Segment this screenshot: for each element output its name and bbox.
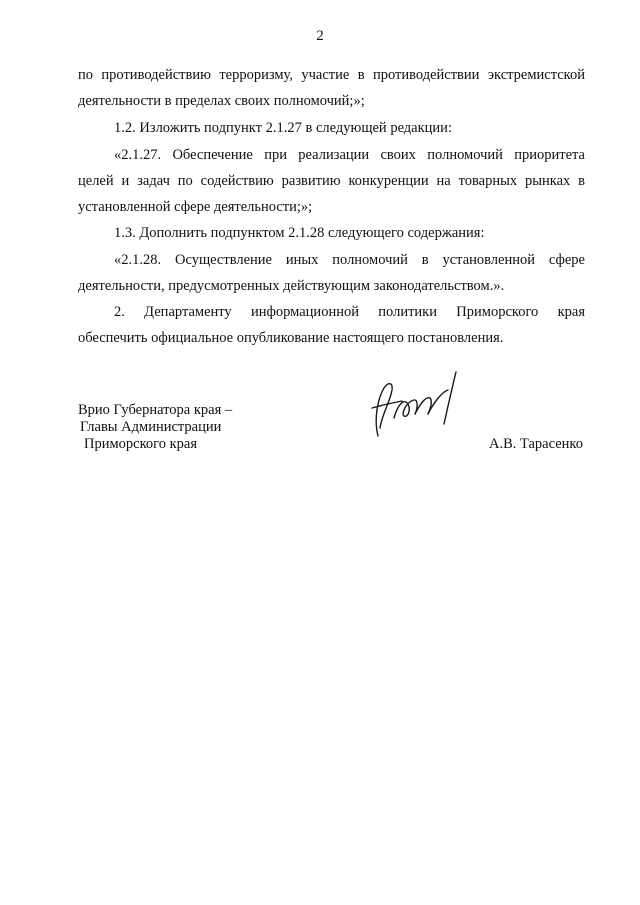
paragraph-line: установленной сфере деятельности;»; bbox=[78, 199, 313, 215]
paragraph-line: деятельности в пределах своих полномочий;»; bbox=[78, 93, 365, 109]
signatory-title-line: Главы Администрации bbox=[80, 419, 222, 435]
signatory-name: А.В. Тарасенко bbox=[488, 436, 583, 452]
page-number: 2 bbox=[316, 28, 324, 44]
handwritten-signature bbox=[368, 368, 468, 448]
paragraph-line: деятельности, предусмотренных действующим законодательством.». bbox=[78, 278, 505, 294]
paragraph-line: обеспечить официальное опубликование настоящего постановления. bbox=[78, 330, 504, 346]
paragraph-line: 2. Департаменту информационной политики Приморского края bbox=[114, 304, 585, 320]
paragraph-line: 1.2. Изложить подпункт 2.1.27 в следующей редакции: bbox=[114, 120, 452, 136]
paragraph-line: целей и задач по содействию развитию конкуренции на товарных рынках в bbox=[78, 173, 585, 189]
signatory-title-line: Приморского края bbox=[84, 436, 198, 452]
paragraph-line: «2.1.28. Осуществление иных полномочий в установленной сфере bbox=[114, 252, 585, 268]
paragraph-line: «2.1.27. Обеспечение при реализации своих полномочий приоритета bbox=[114, 147, 585, 163]
paragraph-line: по противодействию терроризму, участие в противодействии экстремистской bbox=[78, 67, 585, 83]
paragraph-line: 1.3. Дополнить подпунктом 2.1.28 следующего содержания: bbox=[114, 225, 485, 241]
signatory-title-line: Врио Губернатора края – bbox=[78, 402, 233, 418]
